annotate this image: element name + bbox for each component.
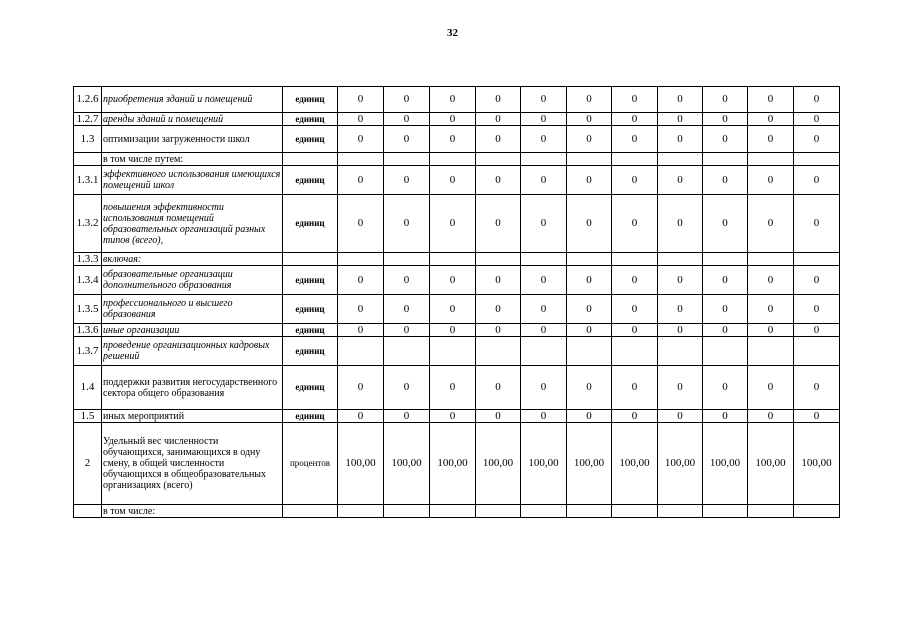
value-cell (521, 337, 567, 366)
value-cell (476, 505, 521, 518)
value-cell: 0 (612, 324, 658, 337)
value-cell: 0 (794, 295, 840, 324)
row-name: аренды зданий и помещений (102, 113, 283, 126)
value-cell: 0 (612, 87, 658, 113)
value-cell: 0 (430, 166, 476, 195)
value-cell: 100,00 (338, 423, 384, 505)
row-code: 1.3.4 (74, 266, 102, 295)
value-cell: 0 (476, 366, 521, 410)
value-cell: 0 (476, 126, 521, 153)
value-cell (748, 337, 794, 366)
table-row (74, 324, 840, 337)
value-cell: 0 (430, 126, 476, 153)
row-name: в том числе путем: (102, 153, 283, 166)
value-cell (658, 337, 703, 366)
value-cell: 0 (612, 295, 658, 324)
row-unit: единиц (283, 87, 338, 113)
value-cell: 0 (703, 410, 748, 423)
value-cell: 0 (567, 195, 612, 253)
value-cell (748, 253, 794, 266)
row-code: 2 (74, 423, 102, 505)
value-cell: 0 (703, 324, 748, 337)
value-cell: 0 (567, 113, 612, 126)
row-name: эффективного использования имеющихся помещений школ (102, 166, 283, 195)
value-cell: 100,00 (612, 423, 658, 505)
row-code: 1.3.6 (74, 324, 102, 337)
value-cell (476, 153, 521, 166)
value-cell (384, 337, 430, 366)
value-cell (567, 337, 612, 366)
row-unit: единиц (283, 195, 338, 253)
value-cell (521, 505, 567, 518)
row-unit: единиц (283, 366, 338, 410)
value-cell (384, 253, 430, 266)
value-cell: 0 (476, 324, 521, 337)
value-cell: 0 (338, 295, 384, 324)
value-cell: 0 (521, 266, 567, 295)
value-cell (476, 337, 521, 366)
row-unit: единиц (283, 126, 338, 153)
row-name: Удельный вес численности обучающихся, занимающихся в одну смену, в общей численности обучающихся в общеобразовательных организациях (всего) (102, 423, 283, 505)
value-cell: 0 (567, 266, 612, 295)
value-cell: 0 (430, 324, 476, 337)
value-cell: 100,00 (430, 423, 476, 505)
value-cell (703, 505, 748, 518)
row-code: 1.3 (74, 126, 102, 153)
value-cell: 0 (384, 166, 430, 195)
value-cell (612, 153, 658, 166)
value-cell: 0 (612, 113, 658, 126)
value-cell: 0 (703, 87, 748, 113)
row-name: образовательные организации дополнительного образования (102, 266, 283, 295)
table-row (74, 410, 840, 423)
value-cell (658, 505, 703, 518)
row-code (74, 505, 102, 518)
value-cell: 0 (658, 295, 703, 324)
value-cell (748, 153, 794, 166)
value-cell (384, 153, 430, 166)
value-cell: 0 (794, 126, 840, 153)
value-cell: 0 (567, 126, 612, 153)
value-cell: 0 (794, 113, 840, 126)
value-cell: 0 (794, 166, 840, 195)
row-unit (283, 153, 338, 166)
value-cell (567, 253, 612, 266)
value-cell: 0 (338, 113, 384, 126)
value-cell: 0 (703, 166, 748, 195)
value-cell: 0 (612, 410, 658, 423)
value-cell (338, 153, 384, 166)
row-unit: единиц (283, 295, 338, 324)
value-cell: 0 (794, 87, 840, 113)
value-cell: 0 (658, 166, 703, 195)
table-row (74, 423, 840, 505)
value-cell: 0 (794, 324, 840, 337)
table-row (74, 113, 840, 126)
value-cell: 0 (748, 113, 794, 126)
value-cell: 0 (748, 195, 794, 253)
value-cell: 0 (476, 87, 521, 113)
value-cell (567, 153, 612, 166)
value-cell (430, 253, 476, 266)
value-cell: 0 (748, 324, 794, 337)
value-cell (338, 337, 384, 366)
value-cell: 0 (521, 366, 567, 410)
indicator-table (73, 86, 840, 518)
row-unit: единиц (283, 266, 338, 295)
value-cell: 0 (521, 166, 567, 195)
row-name: поддержки развития негосударственного сектора общего образования (102, 366, 283, 410)
value-cell: 0 (748, 266, 794, 295)
value-cell: 0 (794, 410, 840, 423)
value-cell: 0 (567, 87, 612, 113)
value-cell: 0 (521, 295, 567, 324)
value-cell: 0 (703, 295, 748, 324)
value-cell: 0 (338, 166, 384, 195)
table-row (74, 166, 840, 195)
row-name: иные организации (102, 324, 283, 337)
value-cell: 0 (384, 266, 430, 295)
value-cell: 0 (384, 113, 430, 126)
value-cell: 0 (658, 366, 703, 410)
table-row (74, 126, 840, 153)
value-cell: 0 (794, 366, 840, 410)
value-cell: 0 (521, 195, 567, 253)
value-cell: 100,00 (748, 423, 794, 505)
value-cell: 0 (658, 266, 703, 295)
value-cell: 0 (430, 410, 476, 423)
value-cell: 100,00 (658, 423, 703, 505)
value-cell: 0 (476, 113, 521, 126)
value-cell: 0 (748, 126, 794, 153)
value-cell: 0 (338, 366, 384, 410)
value-cell (748, 505, 794, 518)
value-cell: 100,00 (384, 423, 430, 505)
value-cell: 100,00 (521, 423, 567, 505)
value-cell: 0 (430, 266, 476, 295)
value-cell: 0 (748, 295, 794, 324)
value-cell: 0 (521, 410, 567, 423)
value-cell (338, 253, 384, 266)
value-cell (612, 505, 658, 518)
row-unit: единиц (283, 410, 338, 423)
value-cell: 0 (658, 410, 703, 423)
value-cell: 0 (476, 295, 521, 324)
value-cell: 0 (703, 266, 748, 295)
table-row (74, 87, 840, 113)
row-code: 1.2.6 (74, 87, 102, 113)
row-code: 1.3.5 (74, 295, 102, 324)
value-cell: 0 (476, 166, 521, 195)
value-cell (794, 505, 840, 518)
value-cell: 0 (703, 366, 748, 410)
row-name: включая: (102, 253, 283, 266)
value-cell (794, 153, 840, 166)
value-cell: 0 (748, 87, 794, 113)
value-cell (430, 337, 476, 366)
row-unit: единиц (283, 166, 338, 195)
value-cell: 0 (338, 324, 384, 337)
value-cell: 0 (748, 366, 794, 410)
value-cell (521, 253, 567, 266)
value-cell: 0 (794, 266, 840, 295)
table-row (74, 153, 840, 166)
row-name: в том числе: (102, 505, 283, 518)
value-cell: 0 (384, 195, 430, 253)
row-unit (283, 505, 338, 518)
value-cell: 0 (521, 126, 567, 153)
table-body (74, 87, 840, 518)
value-cell: 0 (567, 295, 612, 324)
table-row (74, 366, 840, 410)
value-cell: 0 (521, 87, 567, 113)
row-unit: единиц (283, 113, 338, 126)
value-cell: 0 (430, 366, 476, 410)
value-cell: 0 (567, 166, 612, 195)
value-cell: 0 (338, 266, 384, 295)
value-cell (384, 505, 430, 518)
row-unit: единиц (283, 324, 338, 337)
table-row (74, 195, 840, 253)
value-cell: 0 (384, 324, 430, 337)
value-cell (794, 253, 840, 266)
value-cell: 0 (658, 324, 703, 337)
row-unit: процентов (283, 423, 338, 505)
value-cell: 0 (703, 113, 748, 126)
value-cell: 0 (384, 295, 430, 324)
value-cell: 100,00 (794, 423, 840, 505)
value-cell: 0 (703, 195, 748, 253)
value-cell: 100,00 (703, 423, 748, 505)
table-row (74, 266, 840, 295)
value-cell: 0 (384, 366, 430, 410)
table-row (74, 253, 840, 266)
value-cell (612, 253, 658, 266)
value-cell: 0 (384, 410, 430, 423)
value-cell: 100,00 (567, 423, 612, 505)
value-cell: 0 (338, 195, 384, 253)
row-unit: единиц (283, 337, 338, 366)
row-name: повышения эффективности использования помещений образовательных организаций разных типов (всего), (102, 195, 283, 253)
value-cell (612, 337, 658, 366)
value-cell (794, 337, 840, 366)
value-cell (658, 253, 703, 266)
value-cell: 0 (658, 195, 703, 253)
row-name: проведение организационных кадровых решений (102, 337, 283, 366)
row-name: иных мероприятий (102, 410, 283, 423)
value-cell: 0 (476, 195, 521, 253)
row-code: 1.4 (74, 366, 102, 410)
row-name: профессионального и высшего образования (102, 295, 283, 324)
value-cell: 0 (794, 195, 840, 253)
value-cell: 0 (612, 266, 658, 295)
value-cell: 0 (748, 166, 794, 195)
value-cell: 0 (521, 324, 567, 337)
value-cell: 0 (338, 410, 384, 423)
value-cell (476, 253, 521, 266)
value-cell (703, 337, 748, 366)
value-cell (567, 505, 612, 518)
value-cell: 0 (612, 166, 658, 195)
row-name: оптимизации загруженности школ (102, 126, 283, 153)
value-cell: 0 (748, 410, 794, 423)
row-code: 1.3.2 (74, 195, 102, 253)
value-cell (430, 153, 476, 166)
value-cell: 0 (430, 295, 476, 324)
table-row (74, 505, 840, 518)
table-row (74, 295, 840, 324)
value-cell: 0 (658, 113, 703, 126)
value-cell: 0 (612, 195, 658, 253)
row-code: 1.3.7 (74, 337, 102, 366)
value-cell (430, 505, 476, 518)
value-cell: 0 (612, 366, 658, 410)
row-name: приобретения зданий и помещений (102, 87, 283, 113)
value-cell: 0 (338, 87, 384, 113)
value-cell: 0 (476, 410, 521, 423)
row-code (74, 153, 102, 166)
value-cell: 100,00 (476, 423, 521, 505)
value-cell: 0 (567, 366, 612, 410)
value-cell (703, 253, 748, 266)
value-cell: 0 (703, 126, 748, 153)
table-row (74, 337, 840, 366)
value-cell: 0 (612, 126, 658, 153)
page-number: 32 (447, 27, 458, 39)
value-cell: 0 (567, 324, 612, 337)
row-code: 1.2.7 (74, 113, 102, 126)
value-cell: 0 (430, 87, 476, 113)
value-cell (521, 153, 567, 166)
value-cell: 0 (476, 266, 521, 295)
row-code: 1.3.1 (74, 166, 102, 195)
value-cell: 0 (430, 195, 476, 253)
row-code: 1.3.3 (74, 253, 102, 266)
value-cell (338, 505, 384, 518)
row-code: 1.5 (74, 410, 102, 423)
value-cell (658, 153, 703, 166)
row-unit (283, 253, 338, 266)
value-cell: 0 (338, 126, 384, 153)
value-cell: 0 (384, 126, 430, 153)
value-cell: 0 (658, 87, 703, 113)
value-cell: 0 (658, 126, 703, 153)
value-cell: 0 (521, 113, 567, 126)
value-cell: 0 (430, 113, 476, 126)
value-cell (703, 153, 748, 166)
value-cell: 0 (567, 410, 612, 423)
value-cell: 0 (384, 87, 430, 113)
